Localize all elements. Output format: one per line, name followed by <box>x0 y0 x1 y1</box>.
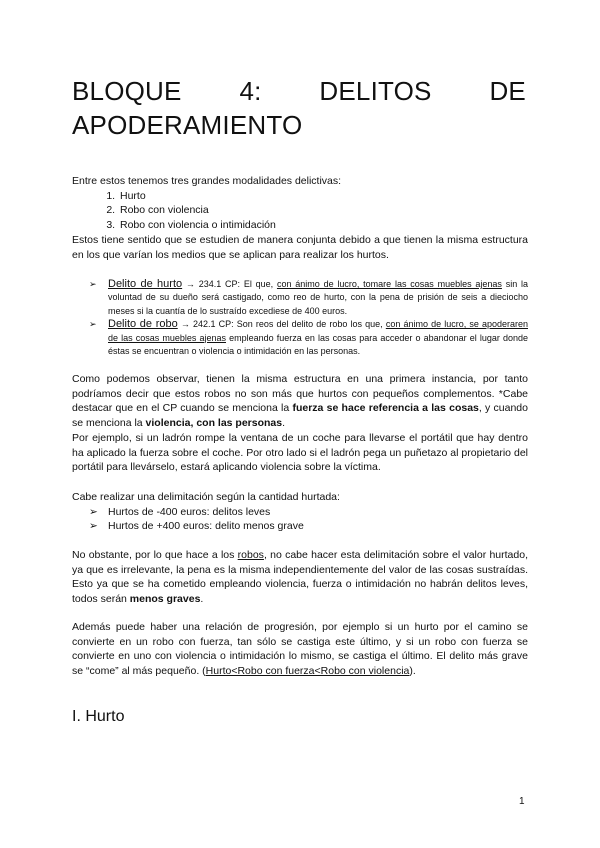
bold-run: menos graves <box>129 593 201 606</box>
list-item: 1. Hurto <box>118 189 528 204</box>
definition-term: Delito de robo <box>108 318 178 331</box>
delimitation-block <box>72 490 528 534</box>
intro-block <box>72 174 528 262</box>
text-run: No obstante, por lo que hace a los <box>72 549 238 561</box>
robos-block <box>72 548 528 607</box>
bold-run: fuerza se hace referencia a las cosas <box>292 402 479 415</box>
definition-robo <box>72 318 528 358</box>
arrow-bullet-icon: ➢ <box>89 279 97 289</box>
text-run: Además puede haber una relación de progresión, por ejemplo si un hurto por el camino se convierte en un robo con fuerza, tan sólo se castiga este último, y si un robo con fuerza se convierte en uno con violencia o intimidación lo mismo, se castiga el último. El delito más grave se “come” al más pequeño. ( <box>72 621 528 678</box>
cuantias-list <box>72 505 528 534</box>
title-word: BLOQUE <box>72 76 182 106</box>
paragraph-delimitacion: Cabe realizar una delimitación según la cantidad hurtada: <box>72 491 340 503</box>
definition-underlined: con ánimo de lucro, tomare las cosas muebles ajenas <box>276 279 502 289</box>
underlined-run: robos <box>237 549 264 561</box>
definition-ref: → 242.1 CP: Son reos del delito de robo los que, <box>177 319 386 330</box>
list-item-text: Hurtos de +400 euros: delito menos grave <box>108 520 304 533</box>
intro-text: Entre estos tenemos tres grandes modalidades delictivas: <box>72 175 342 187</box>
text-run: . <box>200 593 204 606</box>
list-item-text: Hurtos de -400 euros: delitos leves <box>108 505 271 518</box>
bold-run: violencia, con las personas <box>145 417 283 430</box>
arrow-bullet-icon: ➢ <box>89 520 98 533</box>
paragraph-estructura <box>72 372 528 431</box>
text-run: . <box>282 417 286 430</box>
paragraph-progresion <box>72 620 528 679</box>
text-run: ). <box>409 665 416 678</box>
definition-underlined: con ánimo de lucro, se apoderaren de las cosas muebles ajenas <box>108 319 528 343</box>
arrow-bullet-icon: ➢ <box>89 505 98 518</box>
list-item: 2. Robo con violencia <box>118 203 528 218</box>
title-line-2: APODERAMIENTO <box>72 110 303 140</box>
title-line-1 <box>72 74 526 108</box>
list-item: 3. Robo con violencia o intimidación <box>118 218 528 233</box>
modalidades-list <box>72 189 528 233</box>
definition-term: Delito de hurto <box>108 278 183 290</box>
text-run: Como podemos observar, tienen la misma estructura en una primera instancia, por tanto podríamos decir que estos robos no son más que hurtos con pequeños complementos. *Cabe destacar que en el CP cuando se menciona la <box>72 373 528 415</box>
title-word: 4: <box>239 76 262 106</box>
page-title <box>72 74 526 142</box>
paragraph-robos <box>72 548 528 607</box>
text-run: , no cabe hacer esta delimitación sobre el valor hurtado, ya que es irrelevante, la pena es la misma independientemente del valor de las cosas sustraídas. Esto ya que se ha cometido empleando violencia, fuerza o intimidación no habrán delitos leves, todos serán <box>72 549 528 606</box>
definition-hurto <box>72 278 528 318</box>
structure-block <box>72 372 528 475</box>
definitions-list <box>72 278 528 358</box>
text-run: , y cuando se menciona la <box>72 402 528 430</box>
paragraph-ejemplo: Por ejemplo, si un ladrón rompe la ventana de un coche para llevarse el portátil que hay dentro ha aplicado la fuerza sobre el coche. Por otro lado si el ladrón pega un puñetazo al propietario del portátil para llevárselo, estará aplicando violencia sobre la víctima. <box>72 431 528 474</box>
definition-rest: empleando fuerza en las cosas para acceder o abandonar el lugar donde éstas se encuentran o violencia o intimidación en las personas. <box>108 332 528 357</box>
title-word: DELITOS <box>319 76 432 106</box>
paragraph-conjunta: Estos tiene sentido que se estudien de manera conjunta debido a que tienen la misma estructura en los que varían los medios que se aplican para realizar los hurtos. <box>72 233 528 261</box>
arrow-bullet-icon: ➢ <box>89 319 97 330</box>
underlined-run: Hurto<Robo con fuerza<Robo con violencia <box>205 665 410 678</box>
definition-ref: → 234.1 CP: El que, <box>182 279 277 289</box>
definition-rest: sin la voluntad de su dueño será castigado, como reo de hurto, con la pena de prisión de seis a dieciocho meses si la cuantía de lo sustraído excediese de 400 euros. <box>108 279 529 316</box>
page-number: 1 <box>519 796 525 807</box>
section-heading: I. Hurto <box>72 708 125 725</box>
list-item <box>72 505 528 520</box>
progresion-block <box>72 620 528 679</box>
list-item <box>72 519 528 534</box>
title-word: DE <box>489 76 526 106</box>
